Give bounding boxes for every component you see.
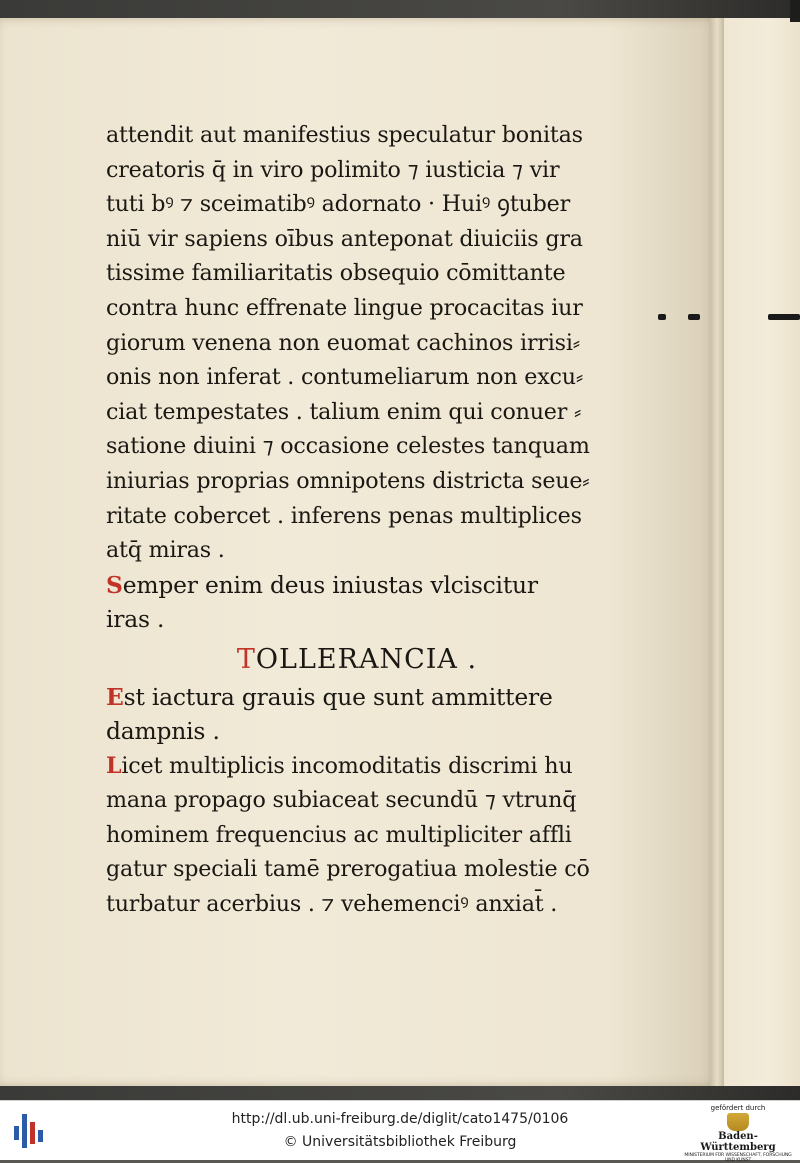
- manuscript-text: [106, 118, 618, 922]
- paragraph-line: hominem frequencius ac multipliciter affli: [106, 821, 572, 848]
- body-line: giorum venena non euomat cachinos irrisi⸗: [106, 329, 580, 356]
- heading-text: OLLERANCIA .: [255, 643, 478, 675]
- paragraph-line: mana propago subiaceat secundū ⁊ vtrunq̄: [106, 787, 577, 814]
- verse-line: [106, 568, 618, 603]
- body-line: atq̄ miras .: [106, 537, 225, 564]
- body-line: tissime familiaritatis obsequio cōmittante: [106, 260, 566, 287]
- heading-initial: T: [236, 643, 256, 675]
- body-line: niū vir sapiens oībus anteponat diuiciis gra: [106, 225, 583, 252]
- body-line: ritate cobercet . inferens penas multiplices: [106, 502, 582, 529]
- body-lines: [106, 118, 618, 568]
- body-line: creatoris q̄ in viro polimito ⁊ iusticia ⁊ vir: [106, 156, 560, 183]
- rubric-initial: E: [106, 682, 124, 711]
- section-heading: [106, 643, 618, 678]
- sponsor-caption: gefördert durch: [710, 1104, 766, 1112]
- facing-page: [724, 18, 800, 1086]
- paragraph-line: gatur speciali tamē prerogatiua molestie cō: [106, 856, 590, 883]
- verse-line: dampnis .: [106, 717, 220, 746]
- paragraph-lines: [106, 783, 618, 921]
- body-line: contra hunc effrenate lingue procacitas iur: [106, 294, 583, 321]
- facing-mark: [768, 314, 800, 320]
- verse-line: [106, 680, 618, 715]
- paragraph-line: turbatur acerbius . ⁊ vehemenciꝰ anxiat̄ .: [106, 891, 558, 918]
- verse-text: emper enim deus iniustas vlciscitur: [122, 570, 538, 599]
- sponsor-name: Baden-Württemberg: [700, 1131, 776, 1153]
- facing-mark: [658, 314, 666, 320]
- body-line: ciat tempestates . talium enim qui conuer ⸗: [106, 398, 582, 425]
- rubric-initial: S: [106, 570, 123, 599]
- paragraph-line: [106, 749, 618, 784]
- source-url-link[interactable]: http://dl.ub.uni-freiburg.de/diglit/cato1475/0106: [231, 1111, 569, 1127]
- facing-mark: [688, 314, 700, 320]
- rubric-initial: L: [106, 752, 122, 779]
- copyright-text: © Universitätsbibliothek Freiburg: [283, 1134, 517, 1150]
- body-line: onis non inferat . contumeliarum non excu⸗: [106, 364, 584, 391]
- paragraph-text: icet multiplicis incomoditatis discrimi hu: [121, 752, 573, 779]
- body-line: satione diuini ⁊ occasione celestes tanquam: [106, 433, 590, 460]
- verse-text: st iactura grauis que sunt ammittere: [123, 682, 553, 711]
- sponsor-block: [682, 1104, 794, 1163]
- footer-bar: [0, 1100, 800, 1163]
- body-line: tuti bꝰ ⁊ sceimatibꝰ adornato · Huiꝰ ꝯtuber: [106, 191, 570, 218]
- verse-line: iras .: [106, 605, 165, 634]
- body-line: attendit aut manifestius speculatur bonitas: [106, 122, 583, 148]
- body-line: iniurias proprias omnipotens districta seue⸗: [106, 467, 590, 494]
- scan-corner: [790, 0, 800, 22]
- sponsor-ministry: MINISTERIUM FÜR WISSENSCHAFT, FORSCHUNG UND KUNST: [684, 1153, 792, 1163]
- baden-wuerttemberg-crest-icon: [727, 1113, 749, 1131]
